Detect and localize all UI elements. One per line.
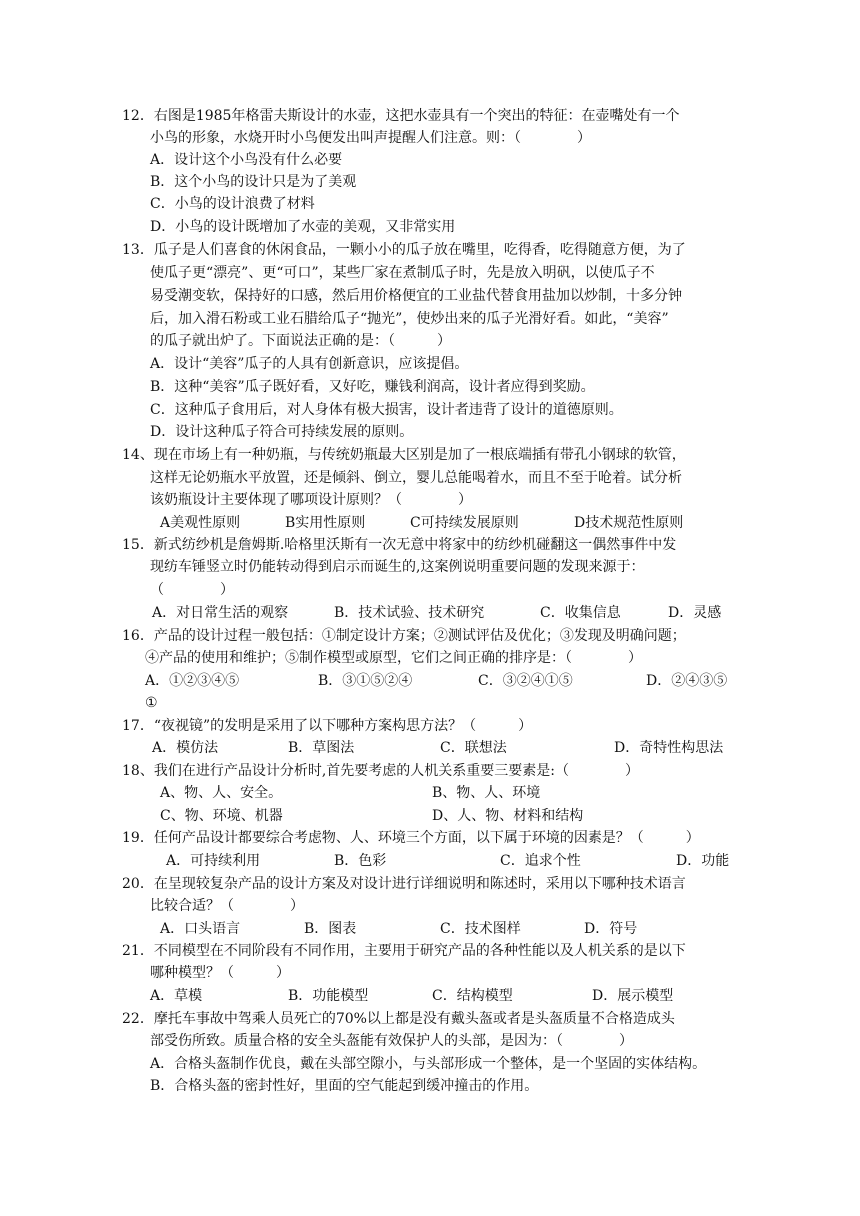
q14-option-c: C可持续发展原则 [410, 515, 519, 531]
q19-option-b: B．色彩 [334, 853, 387, 869]
q16-option-a: A．①②③④⑤ [145, 673, 240, 689]
q15-option-c: C．收集信息 [540, 605, 621, 621]
q18-option-b: B、物、人、环境 [432, 785, 541, 801]
q22-option-a: A．合格头盔制作优良，戴在头部空隙小，与头部形成一个整体，是一个坚固的实体结构。 [150, 1056, 707, 1072]
q22-option-b: B．合格头盔的密封性好，里面的空气能起到缓冲撞击的作用。 [150, 1078, 539, 1094]
q16-stem-line-1: 16．产品的设计过程一般包括：①制定设计方案；②测试评估及优化；③发现及明确问题； [122, 628, 686, 644]
q15-option-d: D．灵感 [668, 605, 722, 621]
q20-option-a: A．口头语言 [160, 921, 241, 937]
q14-stem-line-3: 该奶瓶设计主要体现了哪项设计原则？（ ） [150, 492, 472, 508]
q13-stem-line-4: 后，加入滑石粉或工业石腊给瓜子“抛光”，使炒出来的瓜子光滑好看。如此，“美容” [150, 311, 669, 327]
q17-option-c: C．联想法 [440, 740, 507, 756]
q14-option-b: B实用性原则 [285, 515, 366, 531]
q21-option-d: D．展示模型 [592, 988, 674, 1004]
q16-option-d-continued: ① [145, 695, 158, 711]
q19-option-d: D．功能 [676, 853, 730, 869]
q12-stem-line-2: 小鸟的形象，水烧开时小鸟便发出叫声提醒人们注意。则：（ ） [150, 130, 591, 146]
q22-stem-line-1: 22．摩托车事故中驾乘人员死亡的70%以上都是没有戴头盔或者是头盔质量不合格造成头 [122, 1011, 675, 1027]
q14-option-d: D技术规范性原则 [574, 515, 684, 531]
q16-option-b: B．③①⑤②④ [318, 673, 413, 689]
q15-option-b: B．技术试验、技术研究 [334, 605, 485, 621]
q21-stem-line-1: 21．不同模型在不同阶段有不同作用，主要用于研究产品的各种性能以及人机关系的是以下 [122, 943, 686, 959]
q12-option-a: A．设计这个小鸟没有什么必要 [150, 152, 343, 168]
q22-stem-line-2: 部受伤所致。质量合格的安全头盔能有效保护人的头部，是因为：（ ） [150, 1033, 633, 1049]
q13-stem-line-2: 使瓜子更“漂亮”、更“可口”，某些厂家在煮制瓜子时，先是放入明矾，以使瓜子不 [150, 265, 655, 281]
q12-option-d: D．小鸟的设计既增加了水壶的美观，又非常实用 [150, 219, 456, 235]
q17-stem: 17．“夜视镜”的发明是采用了以下哪种方案构思方法？（ ） [122, 718, 533, 734]
q17-option-b: B．草图法 [288, 740, 355, 756]
q17-option-d: D．奇特性构思法 [614, 740, 724, 756]
q18-option-d: D、人、物、材料和结构 [432, 808, 584, 824]
q20-stem-line-1: 20．在呈现较复杂产品的设计方案及对设计进行详细说明和陈述时，采用以下哪种技术语言 [122, 876, 686, 892]
q13-option-c: C．这种瓜子食用后，对人身体有极大损害，设计者违背了设计的道德原则。 [150, 402, 623, 418]
q19-option-a: A．可持续利用 [166, 853, 261, 869]
q15-stem-line-2: 现纺车锤竖立时仍能转动得到启示而诞生的,这案例说明重要问题的发现来源于： [150, 559, 645, 575]
q13-option-b: B．这种“美容”瓜子既好看，又好吃，赚钱利润高，设计者应得到奖励。 [150, 379, 595, 395]
q15-stem-line-3: （ ） [150, 582, 234, 598]
q19-stem: 19．任何产品设计都要综合考虑物、人、环境三个方面，以下属于环境的因素是？（ ） [122, 830, 700, 846]
q21-option-c: C．结构模型 [432, 988, 513, 1004]
q13-option-d: D．设计这种瓜子符合可持续发展的原则。 [150, 424, 414, 440]
q14-option-a: A美观性原则 [160, 515, 241, 531]
q16-stem-line-2: ④产品的使用和维护；⑤制作模型或原型，它们之间正确的排序是：（ ） [145, 650, 642, 666]
q14-stem-line-1: 14、现在市场上有一种奶瓶，与传统奶瓶最大区别是加了一根底端插有带孔小钢球的软管， [122, 447, 686, 463]
q20-option-c: C．技术图样 [440, 921, 521, 937]
q21-option-a: A．草模 [150, 988, 203, 1004]
q18-option-a: A、物、人、安全。 [160, 785, 283, 801]
q14-stem-line-2: 这样无论奶瓶水平放置，还是倾斜、倒立，婴儿总能喝着水，而且不至于呛着。试分析 [150, 470, 682, 486]
q12-option-c: C．小鸟的设计浪费了材料 [150, 196, 315, 212]
q15-stem-line-1: 15．新式纺纱机是詹姆斯.哈格里沃斯有一次无意中将家中的纺纱机碰翻这一偶然事件中发 [122, 537, 677, 553]
q18-stem: 18、我们在进行产品设计分析时,首先要考虑的人机关系重要三要素是:（ ） [122, 763, 639, 779]
q13-option-a: A．设计“美容”瓜子的人具有创新意识，应该提倡。 [150, 356, 469, 372]
q19-option-c: C．追求个性 [500, 853, 581, 869]
q20-option-d: D．符号 [584, 921, 638, 937]
q20-option-b: B．图表 [304, 921, 357, 937]
q13-stem-line-5: 的瓜子就出炉了。下面说法正确的是：（ ） [150, 333, 451, 349]
q17-option-a: A．模仿法 [152, 740, 219, 756]
q16-option-c: C．③②④①⑤ [478, 673, 573, 689]
q21-stem-line-2: 哪种模型？（ ） [150, 965, 290, 981]
q12-stem-line-1: 12．右图是1985年格雷夫斯设计的水壶，这把水壶具有一个突出的特征：在壶嘴处有一个 [122, 108, 680, 124]
q16-option-d: D．②④③⑤ [646, 673, 728, 689]
q15-option-a: A．对日常生活的观察 [152, 605, 289, 621]
q13-stem-line-1: 13．瓜子是人们喜食的休闲食品，一颗小小的瓜子放在嘴里，吃得香，吃得随意方便，为了 [122, 242, 686, 258]
q12-option-b: B．这个小鸟的设计只是为了美观 [150, 174, 357, 190]
q21-option-b: B．功能模型 [288, 988, 369, 1004]
q20-stem-line-2: 比较合适？（ ） [150, 898, 304, 914]
q18-option-c: C、物、环境、机器 [160, 808, 283, 824]
q13-stem-line-3: 易受潮变软，保持好的口感，然后用价格便宜的工业盐代替食用盐加以炒制，十多分钟 [150, 288, 682, 304]
